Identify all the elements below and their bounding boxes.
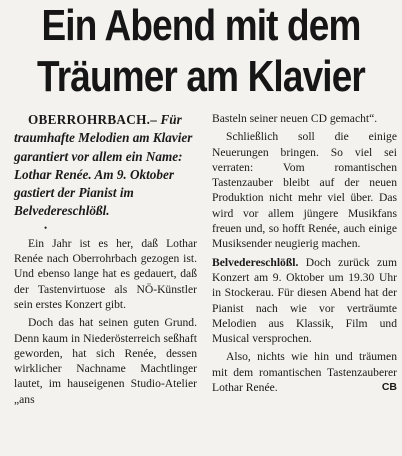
body-paragraph-3: Basteln seiner neuen CD gemacht“.: [212, 112, 378, 125]
body-paragraph-5-text: Doch zurück zum Konzert am 9. Oktober um 19.30 Uhr in Stockerau. Für diesen Abend hat der Pianist nach wie vor verträumte Melodien aus Klassik, Film und Musical versprochen.: [212, 255, 397, 346]
headline-line-2: Träumer am Klavier: [37, 52, 365, 101]
bullet-marker: •: [44, 222, 48, 233]
dateline: OBERROHRBACH.–: [28, 112, 158, 127]
body-paragraph-5: [212, 255, 397, 347]
body-paragraph-4: Schließlich soll die einige Neuerungen bringen. So viel sei verraten: Vom romantischen Tastenzauber bleibt auf der neuen Produktion nicht mehr viel über. Das wird vor allem jüngere Musikfans freuen und, so hofft Renée, auch einige Musiksender neugierig machen.: [212, 130, 397, 251]
body-paragraph-6: [212, 349, 397, 395]
lead-text: Für traumhafte Melodien am Klavier garantiert vor allem ein Name: Lothar Renée. Am 9. Oktober gastiert der Pianist im Belvedereschlößl.: [14, 112, 193, 219]
headline-line-1: Ein Abend mit dem: [41, 1, 361, 50]
lead-paragraph: [14, 111, 197, 221]
body-paragraph-6-text: Also, nichts wie hin und träumen mit dem romantischen Tastenzauberer Lothar Renée.: [212, 350, 397, 395]
author-signature: CB: [381, 381, 397, 394]
subheading: Belvedereschlößl.: [212, 255, 299, 269]
article-column-right: [212, 111, 397, 395]
body-paragraph-2: Doch das hat seinen guten Grund. Denn kaum in Niederösterreich seßhaft geworden, hat sich Renée, dessen wirklicher Nachname Machtlinger lautet, im hauseigenen Studio-Atelier „ans: [14, 316, 197, 406]
body-paragraph-1: Ein Jahr ist es her, daß Lothar Renée nach Oberrohrbach gezogen ist. Und ebenso lange hat es gedauert, daß der Tastenvirtuose als NÖ-Künstler sein erstes Konzert gibt.: [14, 236, 197, 311]
article-column-left: [14, 111, 197, 407]
